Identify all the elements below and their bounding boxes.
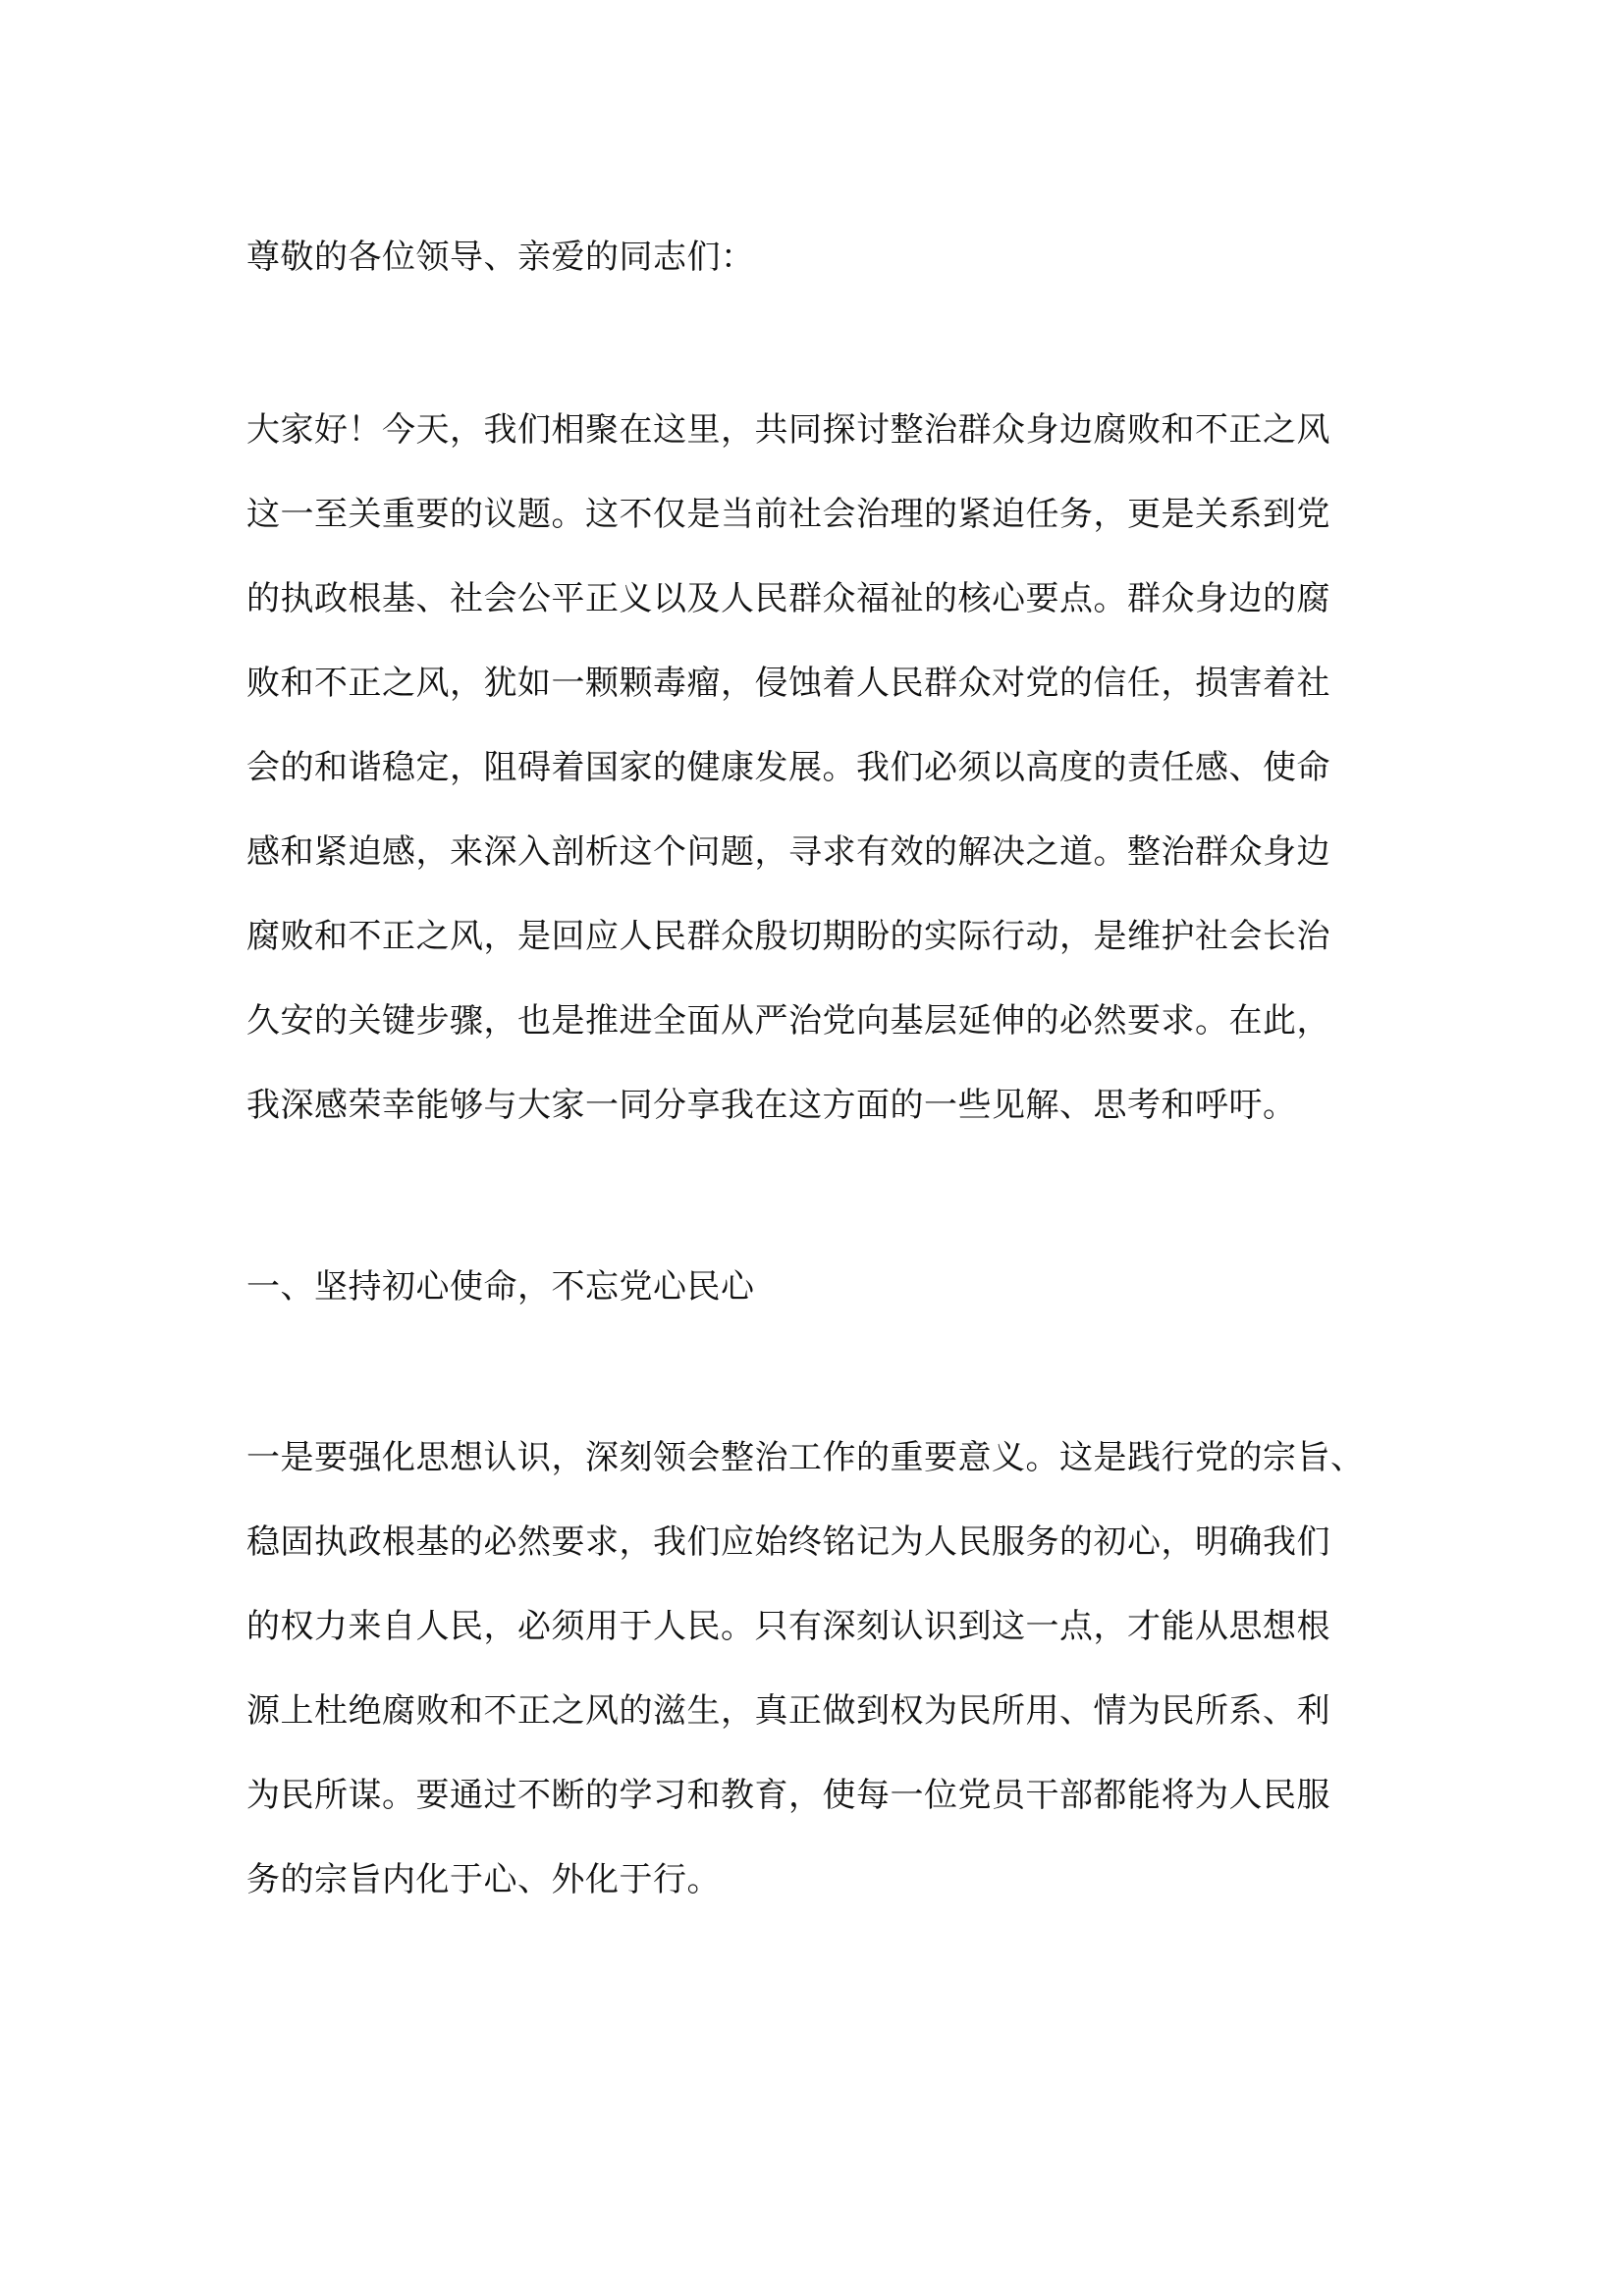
intro-line: 败和不正之风，犹如一颗颗毒瘤，侵蚀着人民群众对党的信任，损害着社 [246, 664, 1330, 703]
intro-line: 感和紧迫感，来深入剖析这个问题，寻求有效的解决之道。整治群众身边 [246, 832, 1330, 872]
intro-line: 腐败和不正之风，是回应人民群众殷切期盼的实际行动，是维护社会长治 [246, 917, 1330, 956]
section-para-line: 的权力来自人民，必须用于人民。只有深刻认识到这一点，才能从思想根 [246, 1607, 1330, 1646]
section-para-line: 源上杜绝腐败和不正之风的滋生，真正做到权为民所用、情为民所系、利 [246, 1691, 1330, 1731]
section-heading [246, 1245, 1385, 1329]
intro-line: 的执政根基、社会公平正义以及人民群众福祉的核心要点。群众身边的腐 [246, 579, 1330, 618]
section-heading-text: 一、坚持初心使命，不忘党心民心 [246, 1267, 755, 1307]
intro-line: 会的和谐稳定，阻碍着国家的健康发展。我们必须以高度的责任感、使命 [246, 748, 1330, 787]
intro-line: 大家好！今天，我们相聚在这里，共同探讨整治群众身边腐败和不正之风 [246, 410, 1330, 450]
section-para-line: 稳固执政根基的必然要求，我们应始终铭记为人民服务的初心，明确我们 [246, 1522, 1330, 1562]
salutation-text: 尊敬的各位领导、亲爱的同志们： [246, 238, 755, 277]
section-para-line: 为民所谋。要通过不断的学习和教育，使每一位党员干部都能将为人民服 [246, 1776, 1330, 1815]
section-paragraph [246, 1415, 1385, 1922]
salutation [246, 215, 1385, 299]
intro-line: 我深感荣幸能够与大家一同分享我在这方面的一些见解、思考和呼吁。 [246, 1086, 1297, 1125]
section-para-line: 一是要强化思想认识，深刻领会整治工作的重要意义。这是践行党的宗旨、 [246, 1438, 1365, 1477]
intro-paragraph [246, 388, 1385, 1148]
intro-line: 久安的关键步骤，也是推进全面从严治党向基层延伸的必然要求。在此， [246, 1001, 1330, 1041]
section-para-line: 务的宗旨内化于心、外化于行。 [246, 1860, 721, 1899]
intro-line: 这一至关重要的议题。这不仅是当前社会治理的紧迫任务，更是关系到党 [246, 495, 1330, 534]
